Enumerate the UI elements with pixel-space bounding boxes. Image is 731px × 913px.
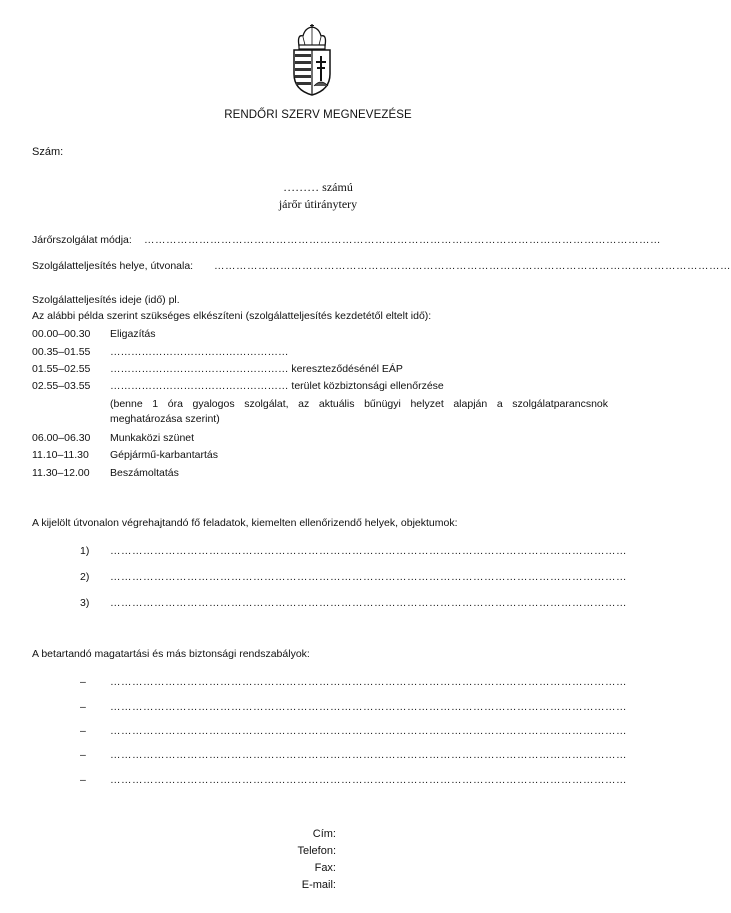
rule-field[interactable]: …………………………………………………………………………………………………………………………… — [110, 774, 627, 786]
task-number: 3) — [80, 597, 90, 609]
schedule-activity-field[interactable]: …………………………………………… kereszteződésénél EÁP — [110, 363, 403, 375]
schedule-activity: Gépjármű-karbantartás — [110, 449, 218, 461]
phone-label: Telefon: — [297, 845, 336, 857]
schedule-note: (benne 1 óra gyalogos szolgálat, az aktuális bűnügyi helyzet alapján a szolgálatparancsnok meghatározása szerint) — [110, 398, 608, 425]
tasks-heading: A kijelölt útvonalon végrehajtandó fő feladatok, kiemelten ellenőrizendő helyek, objektumok: — [32, 517, 458, 529]
rule-field[interactable]: …………………………………………………………………………………………………………………………… — [110, 701, 627, 713]
contact-block — [240, 826, 336, 894]
document-title-number: ……… számú — [283, 180, 353, 194]
schedule-activity-field[interactable]: …………………………………………… — [110, 346, 289, 358]
schedule-time: 02.55–03.55 — [32, 380, 91, 392]
schedule-time: 01.55–02.55 — [32, 363, 91, 375]
rules-heading: A betartandó magatartási és más biztonsági rendszabályok: — [32, 648, 310, 660]
task-number: 1) — [80, 545, 90, 557]
hungarian-coat-of-arms-icon — [289, 24, 335, 96]
schedule-time: 06.00–06.30 — [32, 432, 91, 444]
schedule-activity: Munkaközi szünet — [110, 432, 195, 444]
rule-field[interactable]: …………………………………………………………………………………………………………………………… — [110, 749, 627, 761]
schedule-intro: Szolgálatteljesítés ideje (idő) pl. — [32, 294, 180, 306]
rule-field[interactable]: …………………………………………………………………………………………………………………………… — [110, 725, 627, 737]
address-label: Cím: — [312, 828, 336, 840]
document-title: járőr útiránytery — [278, 197, 358, 211]
patrol-mode-field[interactable]: …………………………………………………………………………………………………………………………… — [144, 234, 661, 246]
email-label: E-mail: — [301, 879, 336, 891]
location-label: Szolgálatteljesítés helye, útvonala: — [32, 260, 194, 272]
document-number-label: Szám: — [32, 146, 64, 158]
schedule-time: 00.00–00.30 — [32, 328, 91, 340]
location-field[interactable]: …………………………………………………………………………………………………………………………… — [214, 260, 731, 272]
schedule-instructions: Az alábbi példa szerint szükséges elkészíteni (szolgálatteljesítés kezdetétől eltelt idő): — [32, 310, 432, 322]
task-number: 2) — [80, 571, 90, 583]
org-name-heading: RENDŐRI SZERV MEGNEVEZÉSE — [224, 109, 412, 121]
patrol-mode-label: Járőrszolgálat módja: — [32, 234, 132, 246]
rule-bullet: – — [80, 749, 86, 761]
task-field[interactable]: …………………………………………………………………………………………………………………………… — [110, 597, 627, 609]
rule-bullet: – — [80, 676, 86, 688]
schedule-activity-field[interactable]: …………………………………………… terület közbiztonsági ellenőrzése — [110, 380, 444, 392]
fax-label: Fax: — [314, 862, 336, 874]
schedule-activity: Beszámoltatás — [110, 467, 179, 479]
schedule-time: 11.30–12.00 — [32, 467, 90, 479]
rule-bullet: – — [80, 725, 86, 737]
rule-bullet: – — [80, 774, 86, 786]
schedule-time: 00.35–01.55 — [32, 346, 91, 358]
task-field[interactable]: …………………………………………………………………………………………………………………………… — [110, 571, 627, 583]
rule-field[interactable]: …………………………………………………………………………………………………………………………… — [110, 676, 627, 688]
schedule-activity: Eligazítás — [110, 328, 156, 340]
rule-bullet: – — [80, 701, 86, 713]
schedule-time: 11.10–11.30 — [32, 449, 89, 461]
task-field[interactable]: …………………………………………………………………………………………………………………………… — [110, 545, 627, 557]
